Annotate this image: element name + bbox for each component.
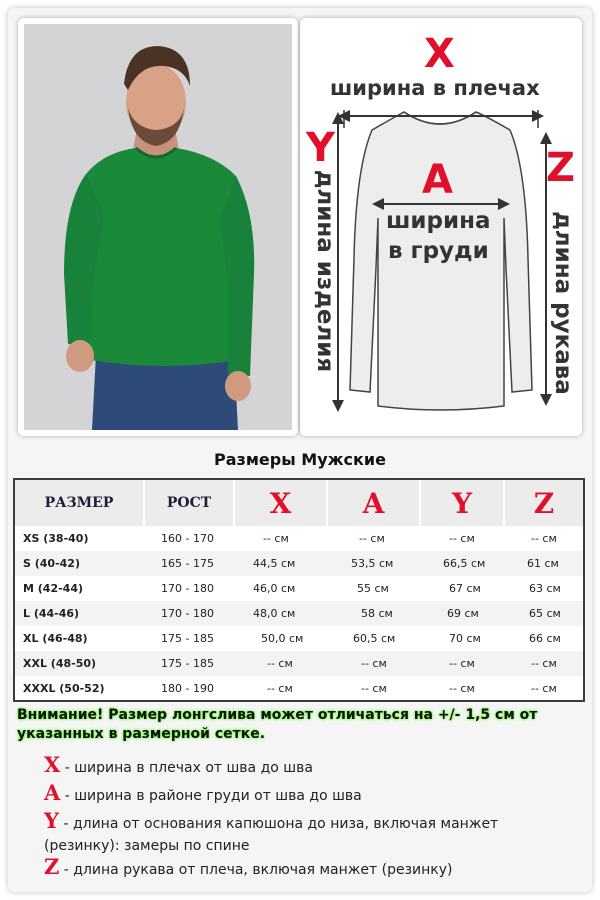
y-letter: Y (306, 125, 335, 171)
a-label-line1: ширина (386, 208, 491, 234)
x-letter: X (424, 31, 455, 77)
y-label: длина изделия (312, 169, 338, 373)
legend-text: - ширина в районе груди от шва до шва (60, 788, 362, 804)
header-height: РОСТ (145, 480, 235, 526)
legend-letter: Y (44, 808, 59, 833)
table-row: XXL (48-50) 175 - 185 -- см -- см -- см -- см (15, 651, 583, 676)
size-warning: Внимание! Размер лонгслива может отличаться на +/- 1,5 см от указанных в размерной сетке. (17, 707, 538, 742)
measurement-diagram (300, 18, 582, 436)
size-table-title: Размеры Мужские (214, 450, 386, 469)
model-illustration (24, 24, 292, 430)
z-letter: Z (546, 145, 576, 191)
table-row: M (42-44) 170 - 180 46,0 см 55 см 67 см 63 см (23, 582, 561, 595)
legend-text: - ширина в плечах от шва до шва (60, 760, 313, 776)
x-label: ширина в плечах (330, 76, 540, 100)
a-letter: A (422, 157, 453, 203)
legend-item-y (44, 810, 564, 857)
legend-item-a (44, 782, 564, 807)
header-size: РАЗМЕР (15, 480, 145, 526)
legend-letter: Z (44, 854, 60, 879)
legend-text: - длина рукава от плеча, включая манжет (резинку) (59, 862, 453, 878)
legend-item-x (44, 754, 564, 779)
model-photo (24, 24, 292, 430)
size-table (13, 478, 585, 702)
model-photo-frame (18, 18, 298, 436)
table-row: L (44-46) 170 - 180 48,0 см 58 см 69 см 65 см (15, 601, 583, 626)
legend-text: - длина от основания капюшона до низа, включая манжет (резинку): замеры по спине (44, 816, 499, 854)
header-z: Z (505, 480, 583, 526)
legend-letter: A (44, 780, 61, 805)
a-label-line2: в груди (388, 238, 489, 264)
legend-item-z (44, 856, 564, 881)
table-row: XL (46-48) 175 - 185 50,0 см 60,5 см 70 см 66 см (23, 632, 561, 645)
legend-letter: X (44, 752, 61, 777)
header-y: Y (421, 480, 505, 526)
z-label: длина рукава (550, 211, 576, 395)
table-row: XXXL (50-52) 180 - 190 -- см -- см -- см -- см (23, 682, 557, 695)
table-row: S (40-42) 165 - 175 44,5 см 53,5 см 66,5 см 61 см (15, 551, 583, 576)
table-row: XS (38-40) 160 - 170 -- см -- см -- см -- см (23, 532, 557, 545)
header-a: A (328, 480, 421, 526)
header-x: X (235, 480, 328, 526)
